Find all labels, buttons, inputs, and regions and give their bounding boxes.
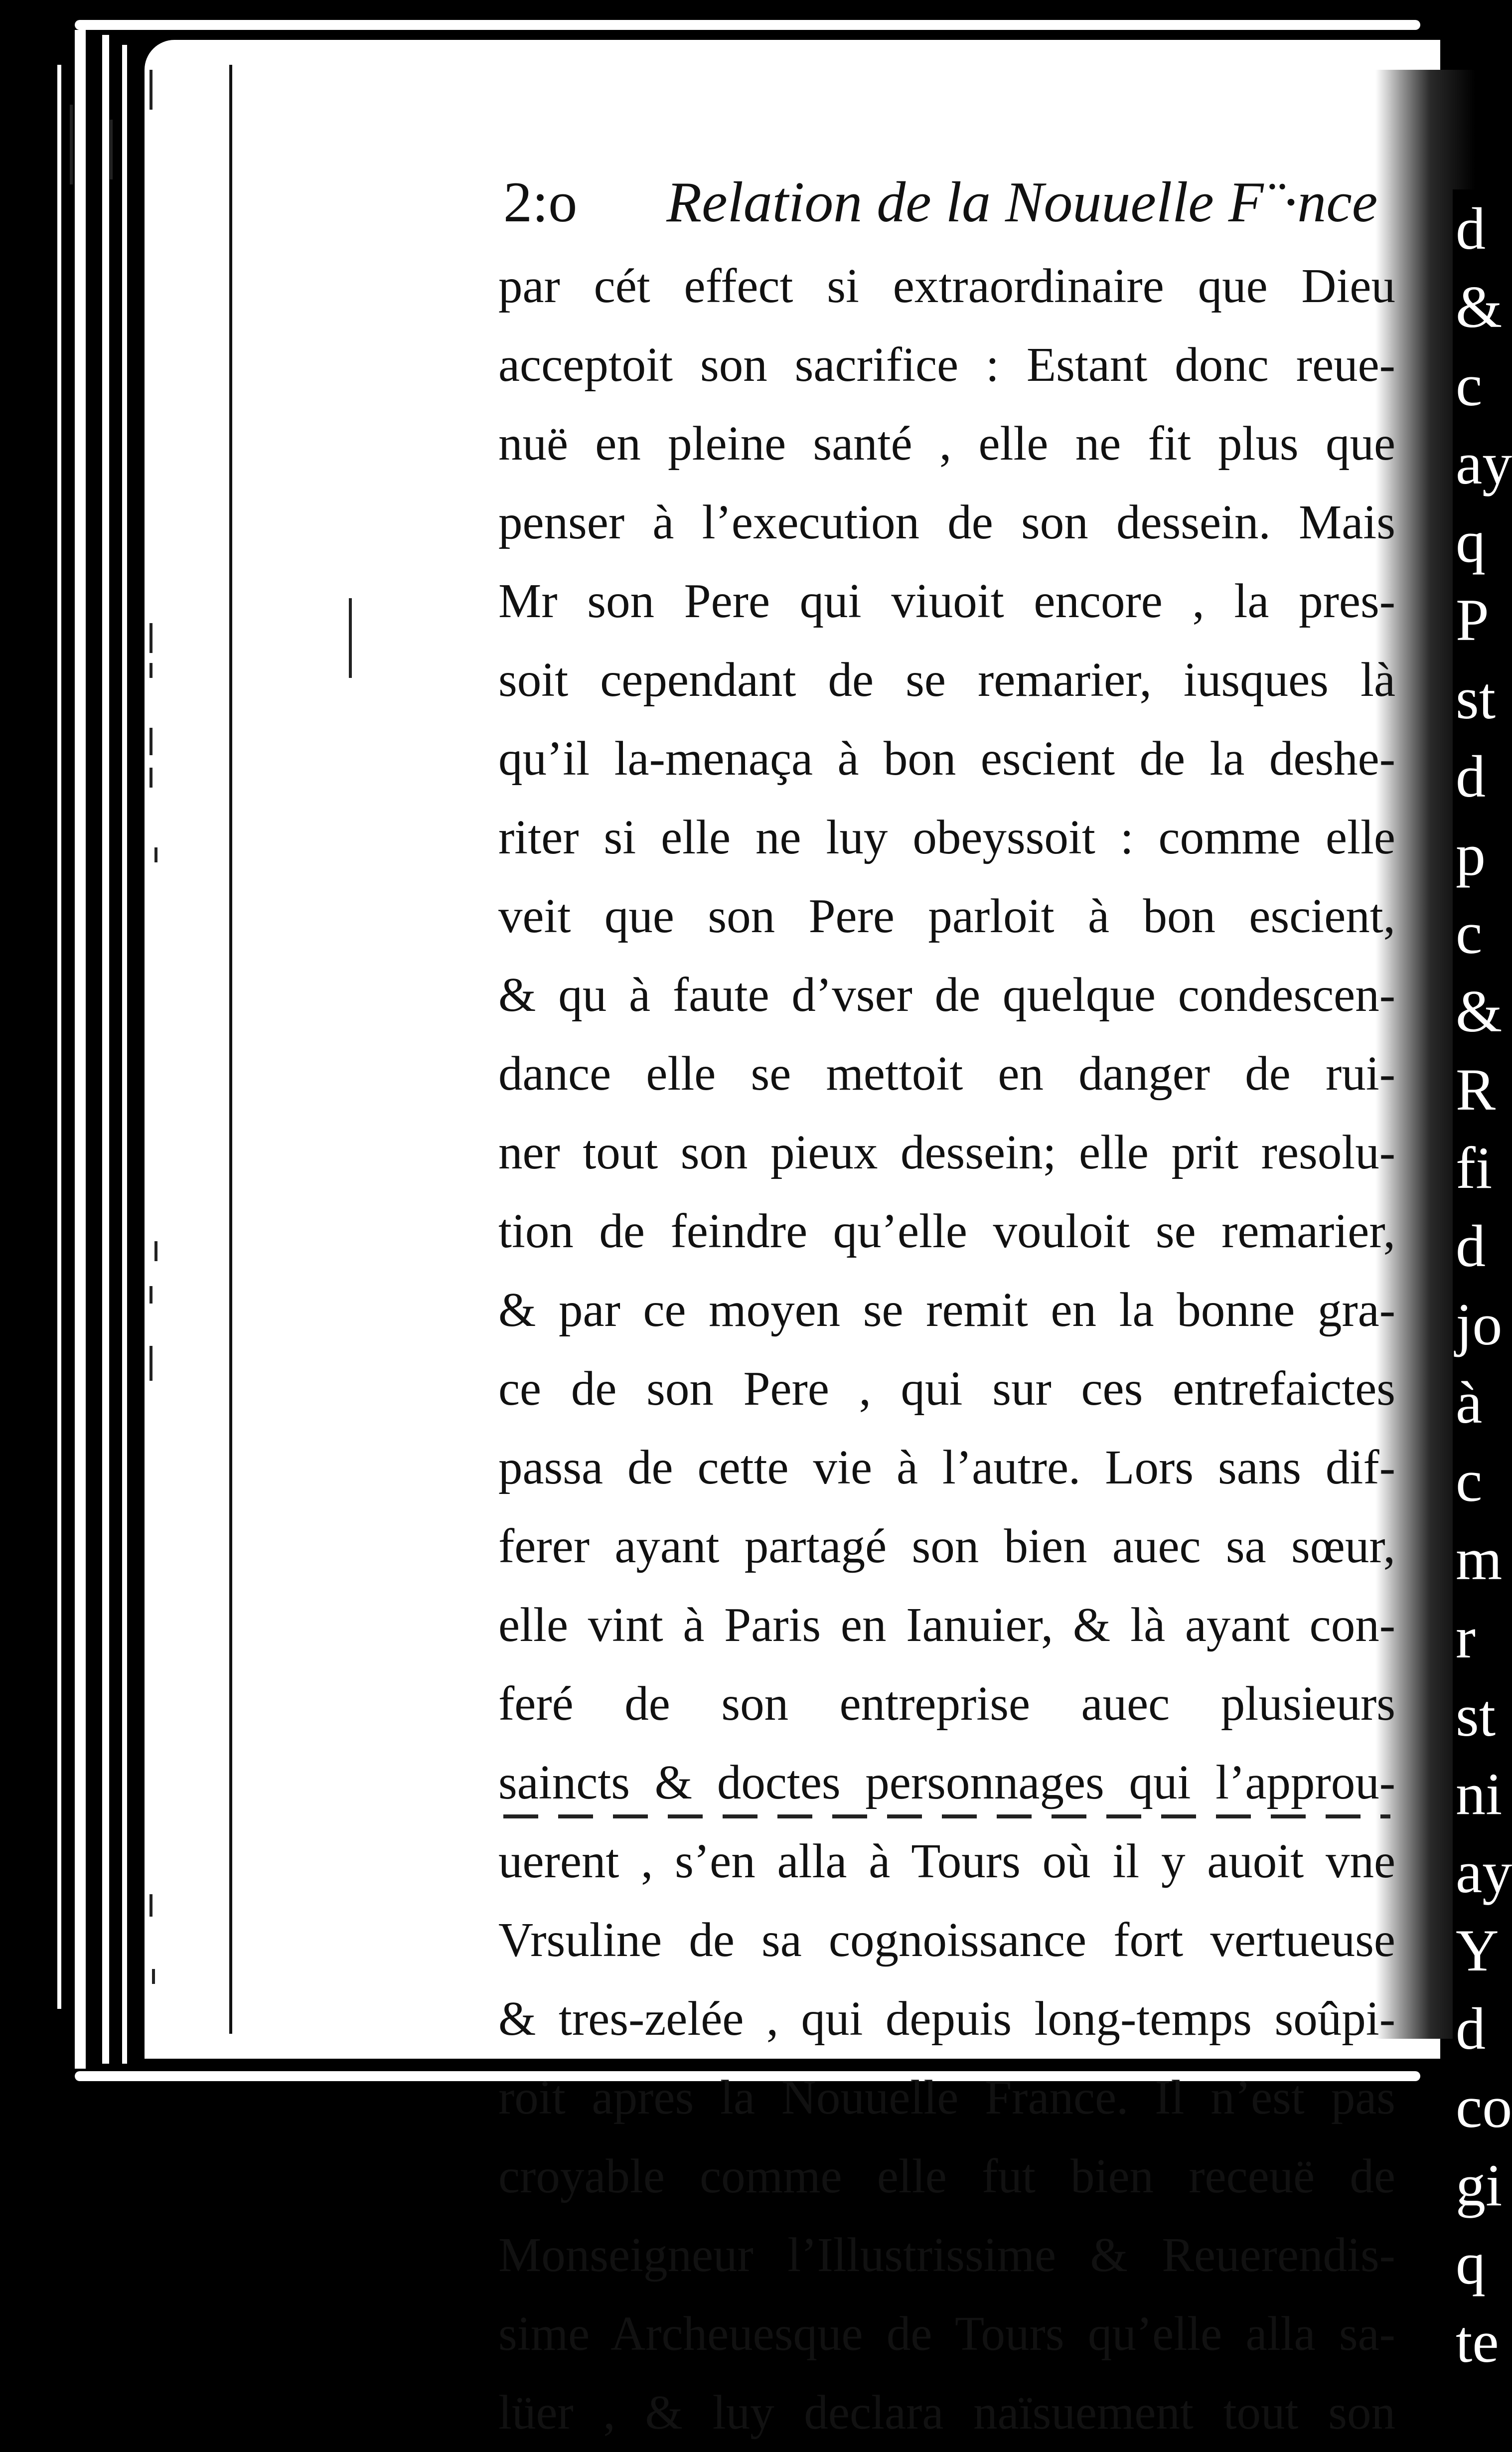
facing-page-letter: st (1453, 659, 1504, 737)
text-line: veit que son Pere parloit à bon escient, (498, 889, 1395, 943)
scan-speck (150, 1894, 152, 1917)
facing-page-letter: & (1453, 268, 1504, 346)
scan-speck (150, 1346, 152, 1381)
text-line: saincts & doctes personnages qui l’approu- (498, 1756, 1395, 1809)
facing-page-letter: P (1453, 581, 1504, 659)
scan-speck (150, 728, 152, 755)
facing-page-letter: ni (1453, 1755, 1504, 1833)
facing-page-letter: & (1453, 972, 1504, 1050)
text-line: & par ce moyen se remit en la bonne gra- (498, 1283, 1395, 1336)
facing-page-letter: p (1453, 816, 1504, 894)
text-line: qu’il la-menaça à bon escient de la deshe- (498, 732, 1395, 785)
facing-page-letter: d (1453, 1989, 1504, 2068)
facing-page-letter: fi (1453, 1129, 1504, 1207)
book-page-edge (75, 30, 86, 2069)
facing-page-letter: c (1453, 1442, 1504, 1520)
text-line: soit cependant de se remarier, iusques là (498, 653, 1395, 706)
facing-page-letter: à (1453, 1363, 1504, 1442)
facing-page-fragment (1453, 189, 1512, 2375)
facing-page-letter: st (1453, 1676, 1504, 1755)
scan-speck (154, 847, 157, 862)
book-page-edge (57, 65, 61, 2009)
running-head (503, 169, 1400, 236)
facing-page-letter: ay (1453, 1833, 1504, 1911)
facing-page-letter: ay (1453, 424, 1504, 502)
scan-speck (150, 70, 152, 110)
facing-page-letter: jo (1453, 1285, 1504, 1363)
book-page-edge (102, 35, 109, 2064)
facing-page-letter: te (1453, 2302, 1504, 2381)
scan-speck (154, 1241, 157, 1261)
scan-speck (150, 1286, 152, 1304)
facing-page-letter: d (1453, 737, 1504, 816)
facing-page-letter: co (1453, 2068, 1504, 2146)
text-line: nuë en pleine santé , elle ne fit plus que (498, 417, 1395, 470)
text-line: croyable comme elle fut bien receuë de (498, 2149, 1395, 2203)
text-line: elle vint à Paris en Ianuier, & là ayant con- (498, 1598, 1395, 1651)
facing-page-letter: R (1453, 1050, 1504, 1129)
scan-speck (152, 1969, 155, 1984)
text-line: dance elle se mettoit en danger de rui- (498, 1047, 1395, 1100)
scan-speck (70, 105, 73, 184)
page-number: 2:o (503, 170, 578, 234)
text-line: ce de son Pere , qui sur ces entrefaictes (498, 1362, 1395, 1415)
scan-speck (110, 120, 113, 179)
book-top-edge (75, 20, 1420, 30)
text-line: passa de cette vie à l’autre. Lors sans dif- (498, 1441, 1395, 1494)
text-line: sime Archeuesque de Tours qu’elle alla sa- (498, 2307, 1395, 2360)
text-line: tion de feindre qu’elle vouloit se remarier, (498, 1204, 1395, 1258)
page-fold-line (229, 65, 232, 2034)
text-line: Monseigneur l’Illustrissime & Reuerendis- (498, 2228, 1395, 2282)
body-text (498, 247, 1395, 2452)
scan-speck (150, 623, 152, 653)
scan-speck (150, 768, 152, 788)
facing-page-letter: c (1453, 894, 1504, 972)
text-line: feré de son entreprise auec plusieurs (498, 1677, 1395, 1730)
facing-page-letter: q (1453, 502, 1504, 581)
bottom-print-marks (503, 1814, 1390, 1818)
facing-page-letter: d (1453, 1207, 1504, 1285)
scan-speck (349, 598, 352, 678)
text-line: riter si elle ne luy obeyssoit : comme elle (498, 811, 1395, 864)
text-line: & qu à faute d’vser de quelque condescen- (498, 968, 1395, 1021)
text-line: Vrsuline de sa cognoissance fort vertueuse (498, 1913, 1395, 1966)
text-line: roit apres la Nouuelle France. Il n’est pas (498, 2071, 1395, 2124)
text-line: uerent , s’en alla à Tours où il y auoit vne (498, 1834, 1395, 1888)
text-line: Mr son Pere qui viuoit encore , la pres- (498, 574, 1395, 628)
scan-speck (150, 663, 152, 678)
text-line: lüer , & luy declara naïsuement tout son (498, 2386, 1395, 2439)
facing-page-letter: m (1453, 1520, 1504, 1598)
facing-page-letter: c (1453, 346, 1504, 424)
text-line: ferer ayant partagé son bien auec sa sœur, (498, 1519, 1395, 1573)
text-line: ner tout son pieux dessein; elle prit resolu- (498, 1126, 1395, 1179)
facing-page-letter: q (1453, 2224, 1504, 2302)
text-line: & tres-zelée , qui depuis long-temps soûpi- (498, 1992, 1395, 2045)
facing-page-letter: r (1453, 1598, 1504, 1676)
running-head-title: Relation de la Nouuelle F¨·nce (666, 170, 1378, 234)
text-line: penser à l’execution de son dessein. Mais (498, 495, 1395, 549)
facing-page-letter: d (1453, 189, 1504, 268)
text-line: par cét effect si extraordinaire que Dieu (498, 259, 1395, 313)
text-line: acceptoit son sacrifice : Estant donc reue- (498, 338, 1395, 391)
book-page-edge (122, 45, 127, 2064)
facing-page-letter: gi (1453, 2146, 1504, 2224)
facing-page-letter: Y (1453, 1911, 1504, 1989)
